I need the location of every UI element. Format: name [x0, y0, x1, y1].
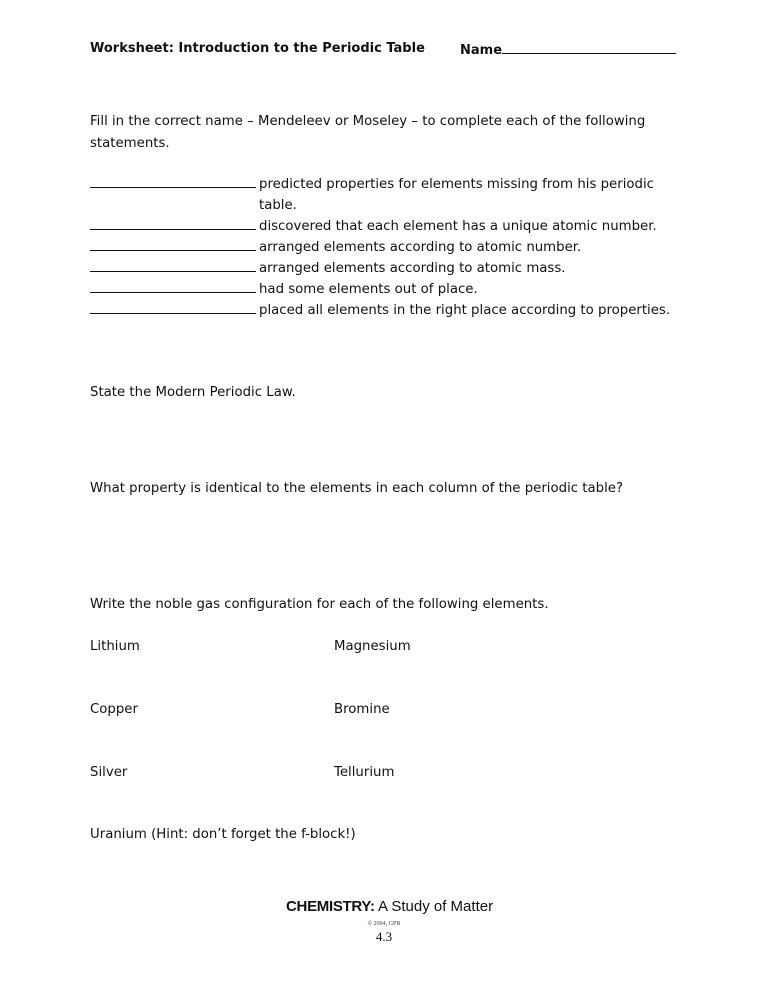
element-bromine: Bromine [334, 702, 390, 717]
statement-text: had some elements out of place. [259, 282, 478, 297]
answer-blank[interactable] [90, 279, 256, 293]
question-column-property: What property is identical to the elements in each column of the periodic table? [90, 481, 624, 496]
footer-brand [286, 898, 493, 915]
statement-text: arranged elements according to atomic mass. [259, 261, 566, 276]
statement-list [90, 174, 690, 321]
copyright: © 2004, GPB [367, 921, 401, 927]
answer-blank[interactable] [90, 237, 256, 251]
element-magnesium: Magnesium [334, 639, 411, 654]
statement-row [90, 258, 690, 279]
page-number: 4.3 [375, 929, 393, 944]
statement-row [90, 237, 690, 258]
name-field[interactable] [460, 40, 676, 60]
statement-row [90, 216, 690, 237]
worksheet-title: Worksheet: Introduction to the Periodic Table [90, 41, 425, 56]
element-silver: Silver [90, 765, 128, 780]
statement-row [90, 279, 690, 300]
answer-blank[interactable] [90, 258, 256, 272]
brand-bold: CHEMISTRY: [286, 898, 375, 915]
element-copper: Copper [90, 702, 138, 717]
brand-rest: A Study of Matter [374, 898, 494, 915]
statement-text: predicted properties for elements missing from his periodic table. [259, 177, 654, 213]
statement-row [90, 300, 690, 321]
statement-text: discovered that each element has a unique atomic number. [259, 219, 657, 234]
answer-blank[interactable] [90, 300, 256, 314]
statement-text: arranged elements according to atomic number. [259, 240, 582, 255]
question-periodic-law: State the Modern Periodic Law. [90, 385, 296, 400]
statement-row [90, 174, 690, 216]
statement-text: placed all elements in the right place according to properties. [259, 303, 671, 318]
answer-blank[interactable] [90, 216, 256, 230]
section1-instruction: Fill in the correct name – Mendeleev or Moseley – to complete each of the following statements. [90, 114, 646, 151]
element-tellurium: Tellurium [334, 765, 395, 780]
name-label: Name [460, 43, 503, 58]
name-blank[interactable] [502, 40, 676, 54]
element-uranium: Uranium (Hint: don’t forget the f-block!) [90, 827, 356, 842]
element-lithium: Lithium [90, 639, 140, 654]
answer-blank[interactable] [90, 174, 256, 188]
question-noble-gas: Write the noble gas configuration for each of the following elements. [90, 597, 549, 612]
